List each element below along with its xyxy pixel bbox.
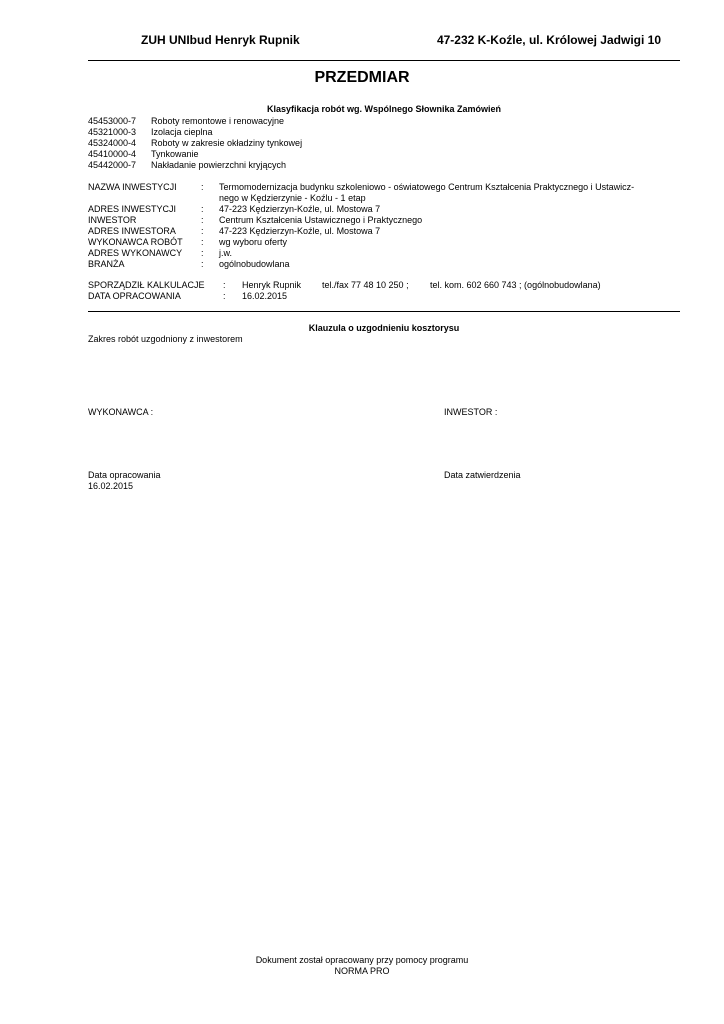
cpv-code: 45410000-4 (88, 149, 137, 159)
investor-value: Centrum Kształcenia Ustawicznego i Praktycznego (219, 215, 423, 225)
investor-label: INWESTOR (88, 215, 137, 225)
investment-name-value: Termomodernizacja budynku szkoleniowo - oświatowego Centrum Kształcenia Praktycznego i Ustawicz- (219, 182, 635, 192)
clause-text: Zakres robót uzgodniony z inwestorem (88, 334, 243, 344)
footer-program: NORMA PRO (334, 966, 390, 976)
colon: : (201, 182, 204, 192)
cpv-code: 45321000-3 (88, 127, 137, 137)
colon: : (223, 280, 226, 290)
investment-address-value: 47-223 Kędzierzyn-Koźle, ul. Mostowa 7 (219, 204, 381, 214)
section-divider (88, 311, 680, 312)
cpv-label: Izolacja cieplna (151, 127, 213, 137)
prepared-by-name: Henryk Rupnik (242, 280, 302, 290)
contractor-address-value: j.w. (219, 248, 233, 258)
mobile-number: tel. kom. 602 660 743 ; (ogólnobudowlana) (430, 280, 601, 290)
company-address: 47-232 K-Koźle, ul. Królowej Jadwigi 10 (436, 33, 661, 47)
contractor-label: WYKONAWCA ROBÓT (88, 237, 183, 247)
contractor-address-label: ADRES WYKONAWCY (88, 248, 183, 258)
preparation-date-value: 16.02.2015 (242, 291, 288, 301)
contractor-signature-label: WYKONAWCA : (88, 407, 154, 417)
cpv-label: Roboty w zakresie okładziny tynkowej (151, 138, 303, 148)
colon: : (201, 204, 204, 214)
colon: : (201, 248, 204, 258)
cpv-label: Roboty remontowe i renowacyjne (151, 116, 285, 126)
cpv-label: Tynkowanie (151, 149, 199, 159)
investor-address-value: 47-223 Kędzierzyn-Koźle, ul. Mostowa 7 (219, 226, 381, 236)
fax-number: tel./fax 77 48 10 250 ; (322, 280, 409, 290)
cpv-code: 45453000-7 (88, 116, 137, 126)
approval-date-caption: Data zatwierdzenia (444, 470, 521, 480)
investment-name-label: NAZWA INWESTYCJI (88, 182, 177, 192)
classification-heading: Klasyfikacja robót wg. Wspólnego Słownika Zamówień (266, 104, 502, 114)
colon: : (223, 291, 226, 301)
document-title: PRZEDMIAR (314, 69, 410, 86)
investment-address-label: ADRES INWESTYCJI (88, 204, 177, 214)
cpv-code: 45324000-4 (88, 138, 137, 148)
investor-address-label: ADRES INWESTORA (88, 226, 176, 236)
header-divider (88, 60, 680, 61)
preparation-date: 16.02.2015 (88, 481, 134, 491)
preparation-date-label: DATA OPRACOWANIA (88, 291, 181, 301)
preparation-date-caption: Data opracowania (88, 470, 161, 480)
cpv-label: Nakładanie powierzchni kryjących (151, 160, 287, 170)
trade-label: BRANŻA (88, 259, 125, 269)
prepared-by-label: SPORZĄDZIŁ KALKULACJE (88, 280, 205, 290)
colon: : (201, 237, 204, 247)
contractor-value: wg wyboru oferty (219, 237, 288, 247)
company-name: ZUH UNIbud Henryk Rupnik (141, 33, 300, 47)
investor-signature-label: INWESTOR : (444, 407, 498, 417)
colon: : (201, 226, 204, 236)
cpv-code: 45442000-7 (88, 160, 137, 170)
trade-value: ogólnobudowlana (219, 259, 290, 269)
colon: : (201, 259, 204, 269)
investment-name-value-cont: nego w Kędzierzynie - Koźlu - 1 etap (219, 193, 366, 203)
clause-heading: Klauzula o uzgodnieniu kosztorysu (308, 323, 460, 333)
colon: : (201, 215, 204, 225)
footer-note: Dokument został opracowany przy pomocy programu (255, 955, 469, 965)
